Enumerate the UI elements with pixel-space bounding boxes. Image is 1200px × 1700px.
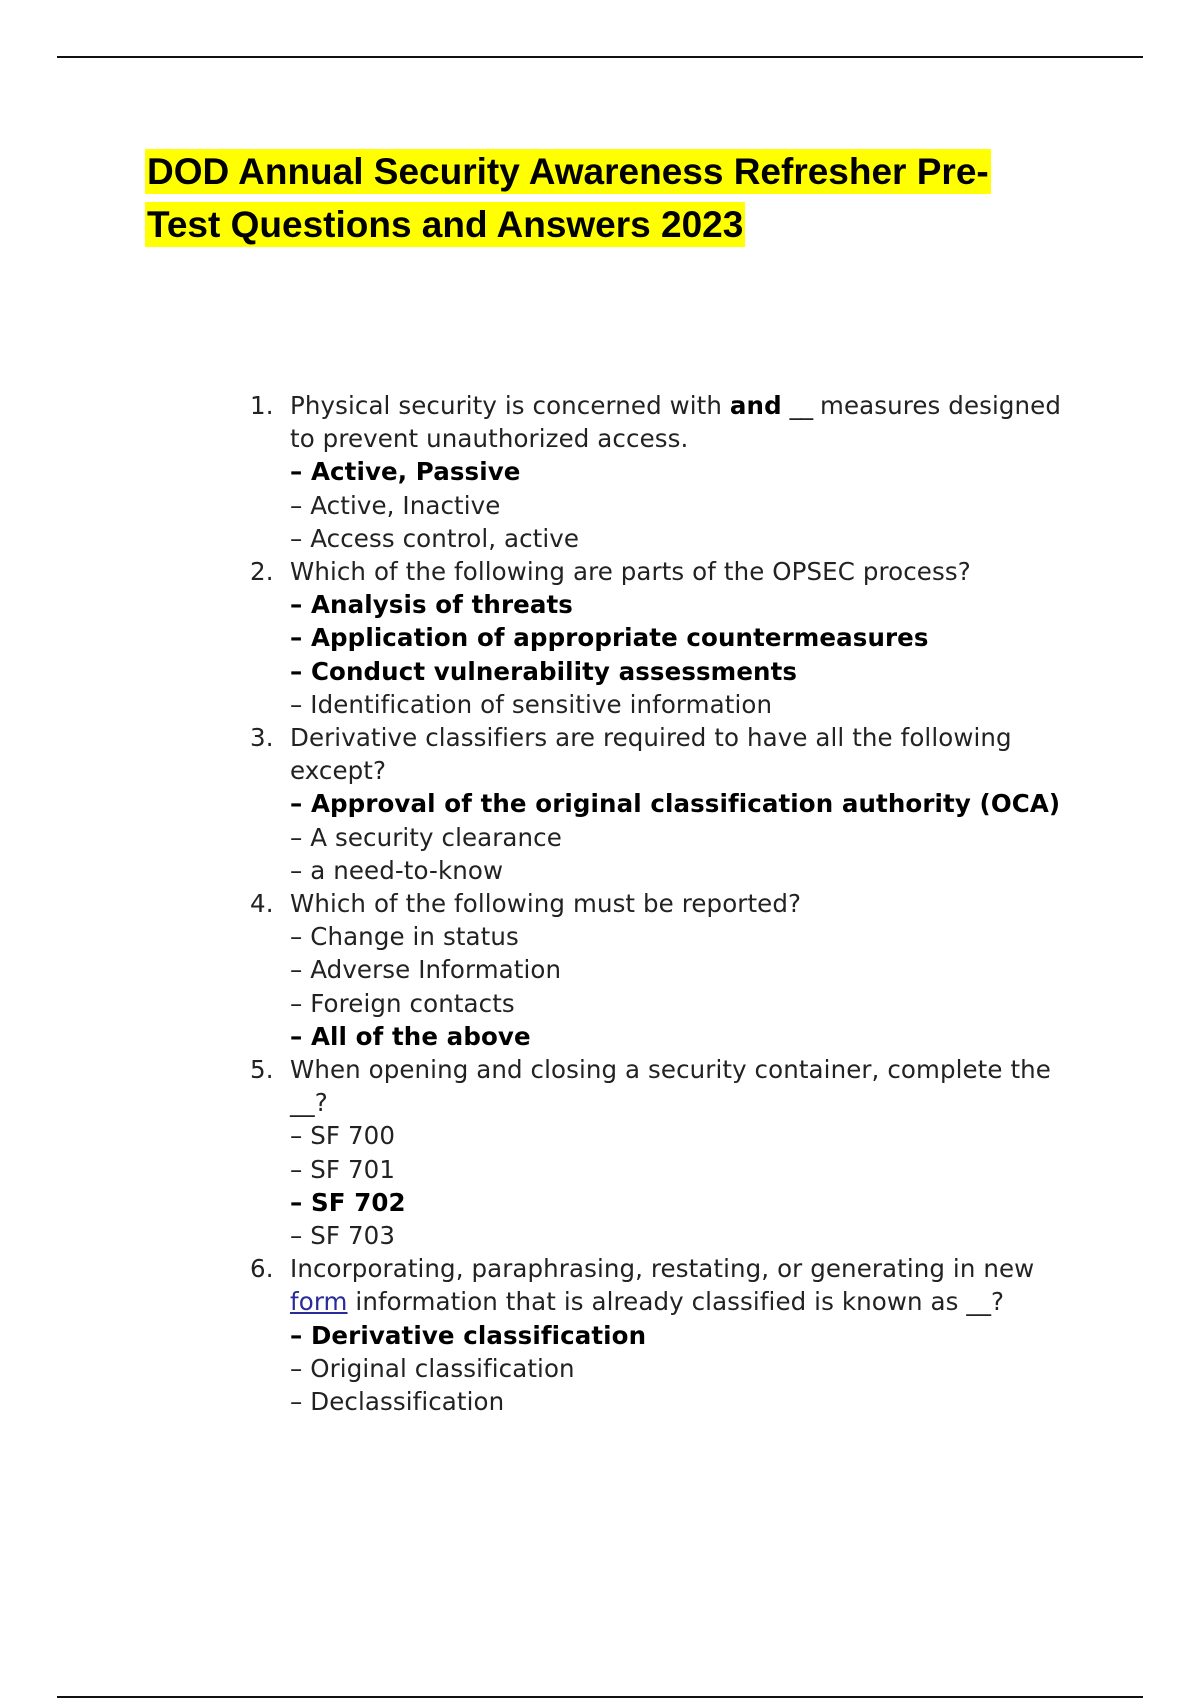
question-number: 1. xyxy=(250,391,274,420)
question-5 xyxy=(250,1053,1090,1252)
answer-option: – Access control, active xyxy=(290,523,580,553)
answer-option: – SF 702 xyxy=(290,1187,406,1217)
question-text: Which of the following must be reported? xyxy=(290,889,802,919)
answer-option: – Foreign contacts xyxy=(290,988,515,1018)
answer-option: – Identification of sensitive information xyxy=(290,689,773,719)
answer-option: – Change in status xyxy=(290,922,519,952)
question-3 xyxy=(250,721,1090,887)
answer-option: – Derivative classification xyxy=(290,1320,647,1350)
question-6 xyxy=(250,1252,1090,1418)
question-4 xyxy=(250,887,1090,1053)
answer-option: – A security clearance xyxy=(290,822,562,852)
answer-option: – Approval of the original classification authority (OCA) xyxy=(290,789,1061,819)
question-number: 5. xyxy=(250,1055,274,1085)
question-number: 6. xyxy=(250,1254,274,1284)
question-number: 4. xyxy=(250,889,274,919)
answer-option: – SF 701 xyxy=(290,1154,396,1184)
answer-option: – Declassification xyxy=(290,1387,505,1417)
form-link[interactable]: form xyxy=(290,1287,348,1317)
answer-option: – a need-to-know xyxy=(290,855,504,885)
answer-option: – Application of appropriate countermeasures xyxy=(290,623,929,653)
question-number: 2. xyxy=(250,557,274,587)
answer-option: – All of the above xyxy=(290,1021,531,1051)
question-1 xyxy=(250,389,1090,555)
title-highlight: DOD Annual Security Awareness Refresher Pre-Test Questions and Answers 2023 xyxy=(147,151,989,245)
answer-option: – Original classification xyxy=(290,1353,575,1383)
answer-option: – Analysis of threats xyxy=(290,590,573,620)
question-list xyxy=(250,389,1090,1418)
bottom-rule xyxy=(57,1696,1143,1698)
question-text: Which of the following are parts of the OPSEC process? xyxy=(290,557,971,587)
answer-option: – Active, Inactive xyxy=(290,490,501,520)
question-2 xyxy=(250,555,1090,721)
document-title xyxy=(145,145,1045,251)
question-text: When opening and closing a security container, complete the __? xyxy=(290,1055,1051,1118)
question-text: Derivative classifiers are required to have all the following except? xyxy=(290,723,1012,786)
top-rule xyxy=(57,56,1143,58)
answer-option: – Conduct vulnerability assessments xyxy=(290,656,798,686)
answer-option: – Active, Passive xyxy=(290,457,521,487)
answer-option: – Adverse Information xyxy=(290,955,562,985)
question-number: 3. xyxy=(250,723,274,753)
answer-option: – SF 700 xyxy=(290,1121,396,1151)
question-text: Physical security is concerned with and __ measures designed to prevent unauthorized access. xyxy=(290,391,1062,454)
question-text: Incorporating, paraphrasing, restating, or generating in new form information that is already classified is known as __? xyxy=(290,1254,1035,1317)
answer-option: – SF 703 xyxy=(290,1221,396,1251)
